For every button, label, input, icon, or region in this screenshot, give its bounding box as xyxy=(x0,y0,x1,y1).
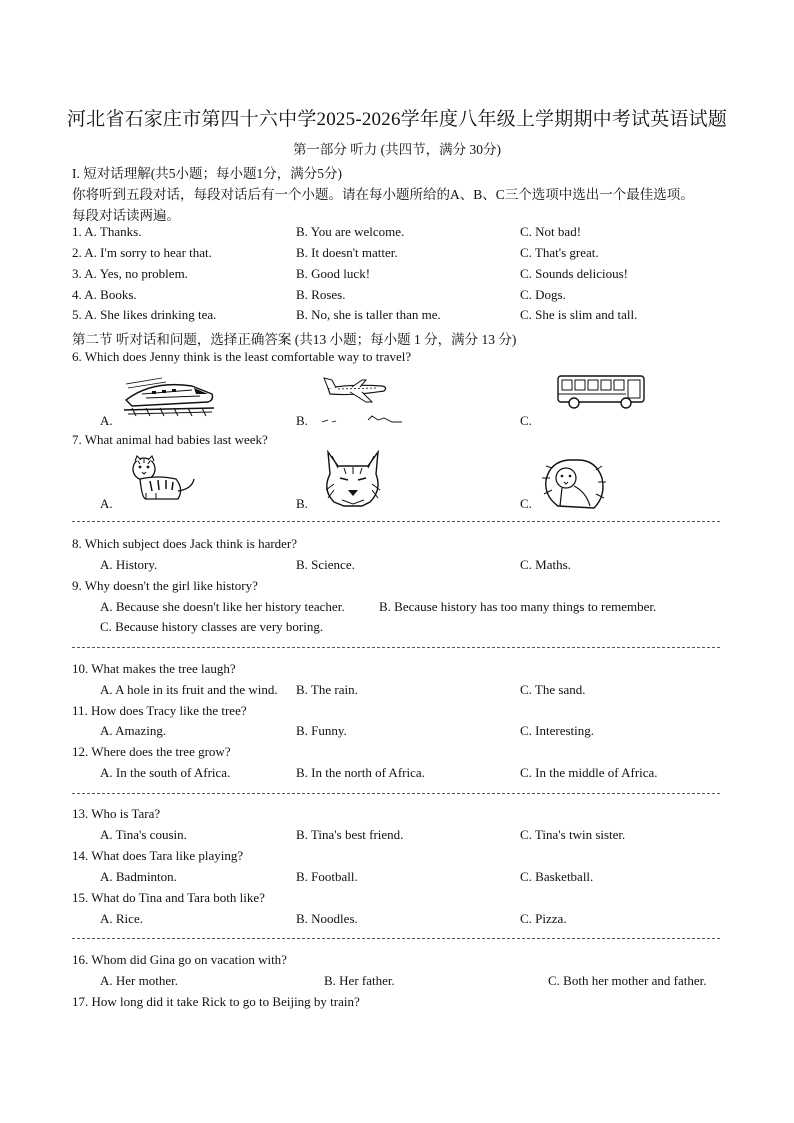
q5-option-b: B. No, she is taller than me. xyxy=(296,307,441,322)
q10-question: 10. What makes the tree laugh? xyxy=(72,661,236,676)
q16-question: 16. Whom did Gina go on vacation with? xyxy=(72,952,287,967)
q9-option-c: C. Because history classes are very boring. xyxy=(100,619,324,634)
q8-option-c: C. Maths. xyxy=(520,557,571,572)
q5-option-a: 5. A. She likes drinking tea. xyxy=(72,307,217,322)
q13-option-a: A. Tina's cousin. xyxy=(100,827,187,842)
section1-heading: I. 短对话理解(共5小题；每小题1分，满分5分) xyxy=(72,166,342,181)
q15-option-a: A. Rice. xyxy=(100,911,143,926)
q1-option-a: 1. A. Thanks. xyxy=(72,224,142,239)
q7-label-c: C. xyxy=(520,496,532,511)
q16-option-c: C. Both her mother and father. xyxy=(548,973,707,988)
q8-question: 8. Which subject does Jack think is harder? xyxy=(72,536,298,551)
q9-question: 9. Why doesn't the girl like history? xyxy=(72,578,258,593)
q1-option-c: C. Not bad! xyxy=(520,224,582,239)
divider xyxy=(72,938,720,939)
q14-option-c: C. Basketball. xyxy=(520,869,594,884)
q15-option-b: B. Noodles. xyxy=(296,911,358,926)
q9-option-a: A. Because she doesn't like her history teacher. xyxy=(100,599,345,614)
q7-question: 7. What animal had babies last week? xyxy=(72,432,268,447)
q16-option-b: B. Her father. xyxy=(324,973,395,988)
q7-label-a: A. xyxy=(100,496,113,511)
q2-option-a: 2. A. I'm sorry to hear that. xyxy=(72,245,212,260)
lion-icon xyxy=(538,456,608,510)
q16-option-a: A. Her mother. xyxy=(100,973,178,988)
q12-question: 12. Where does the tree grow? xyxy=(72,744,231,759)
q4-option-b: B. Roses. xyxy=(296,287,346,302)
q6-label-c: C. xyxy=(520,413,532,428)
q15-option-c: C. Pizza. xyxy=(520,911,567,926)
divider xyxy=(72,647,720,648)
airplane-icon xyxy=(322,372,422,428)
bus-icon xyxy=(556,374,650,410)
wolf-icon xyxy=(320,450,386,508)
q14-option-a: A. Badminton. xyxy=(100,869,177,884)
q14-question: 14. What does Tara like playing? xyxy=(72,848,244,863)
q7-label-b: B. xyxy=(296,496,308,511)
section2-heading: 第二节 听对话和问题，选择正确答案 (共13 小题；每小题 1 分，满分 13 分) xyxy=(72,332,517,347)
q3-option-a: 3. A. Yes, no problem. xyxy=(72,266,188,281)
q4-option-c: C. Dogs. xyxy=(520,287,566,302)
part-heading: 第一部分 听力 (共四节，满分 30分) xyxy=(292,142,502,157)
q13-question: 13. Who is Tara? xyxy=(72,806,161,821)
divider xyxy=(72,521,720,522)
q14-option-b: B. Football. xyxy=(296,869,358,884)
q4-option-a: 4. A. Books. xyxy=(72,287,137,302)
q8-option-b: B. Science. xyxy=(296,557,355,572)
q17-question: 17. How long did it take Rick to go to Beijing by train? xyxy=(72,994,360,1009)
q10-option-a: A. A hole in its fruit and the wind. xyxy=(100,682,278,697)
q2-option-c: C. That's great. xyxy=(520,245,599,260)
q10-option-c: C. The sand. xyxy=(520,682,586,697)
q6-question: 6. Which does Jenny think is the least comfortable way to travel? xyxy=(72,349,412,364)
q15-question: 15. What do Tina and Tara both like? xyxy=(72,890,265,905)
q12-option-a: A. In the south of Africa. xyxy=(100,765,231,780)
q5-option-c: C. She is slim and tall. xyxy=(520,307,638,322)
q12-option-b: B. In the north of Africa. xyxy=(296,765,425,780)
q11-option-a: A. Amazing. xyxy=(100,723,167,738)
q13-option-c: C. Tina's twin sister. xyxy=(520,827,626,842)
divider xyxy=(72,793,720,794)
exam-title: 河北省石家庄市第四十六中学2025-2026学年度八年级上学期期中考试英语试题 xyxy=(66,109,728,130)
q6-label-b: B. xyxy=(296,413,308,428)
q3-option-b: B. Good luck! xyxy=(296,266,371,281)
q1-option-b: B. You are welcome. xyxy=(296,224,405,239)
q9-option-b: B. Because history has too many things to remember. xyxy=(379,599,657,614)
q10-option-b: B. The rain. xyxy=(296,682,358,697)
q11-option-b: B. Funny. xyxy=(296,723,347,738)
q2-option-b: B. It doesn't matter. xyxy=(296,245,398,260)
q3-option-c: C. Sounds delicious! xyxy=(520,266,628,281)
q11-option-c: C. Interesting. xyxy=(520,723,595,738)
train-icon xyxy=(122,374,216,422)
q6-label-a: A. xyxy=(100,413,113,428)
q8-option-a: A. History. xyxy=(100,557,158,572)
tiger-icon xyxy=(128,455,198,503)
section1-instruction-2: 每段对话读两遍。 xyxy=(72,208,180,223)
q12-option-c: C. In the middle of Africa. xyxy=(520,765,658,780)
section1-instruction: 你将听到五段对话，每段对话后有一个小题。请在每小题所给的A、B、C三个选项中选出一个最佳选项。 xyxy=(72,187,694,202)
q13-option-b: B. Tina's best friend. xyxy=(296,827,404,842)
q11-question: 11. How does Tracy like the tree? xyxy=(72,703,247,718)
